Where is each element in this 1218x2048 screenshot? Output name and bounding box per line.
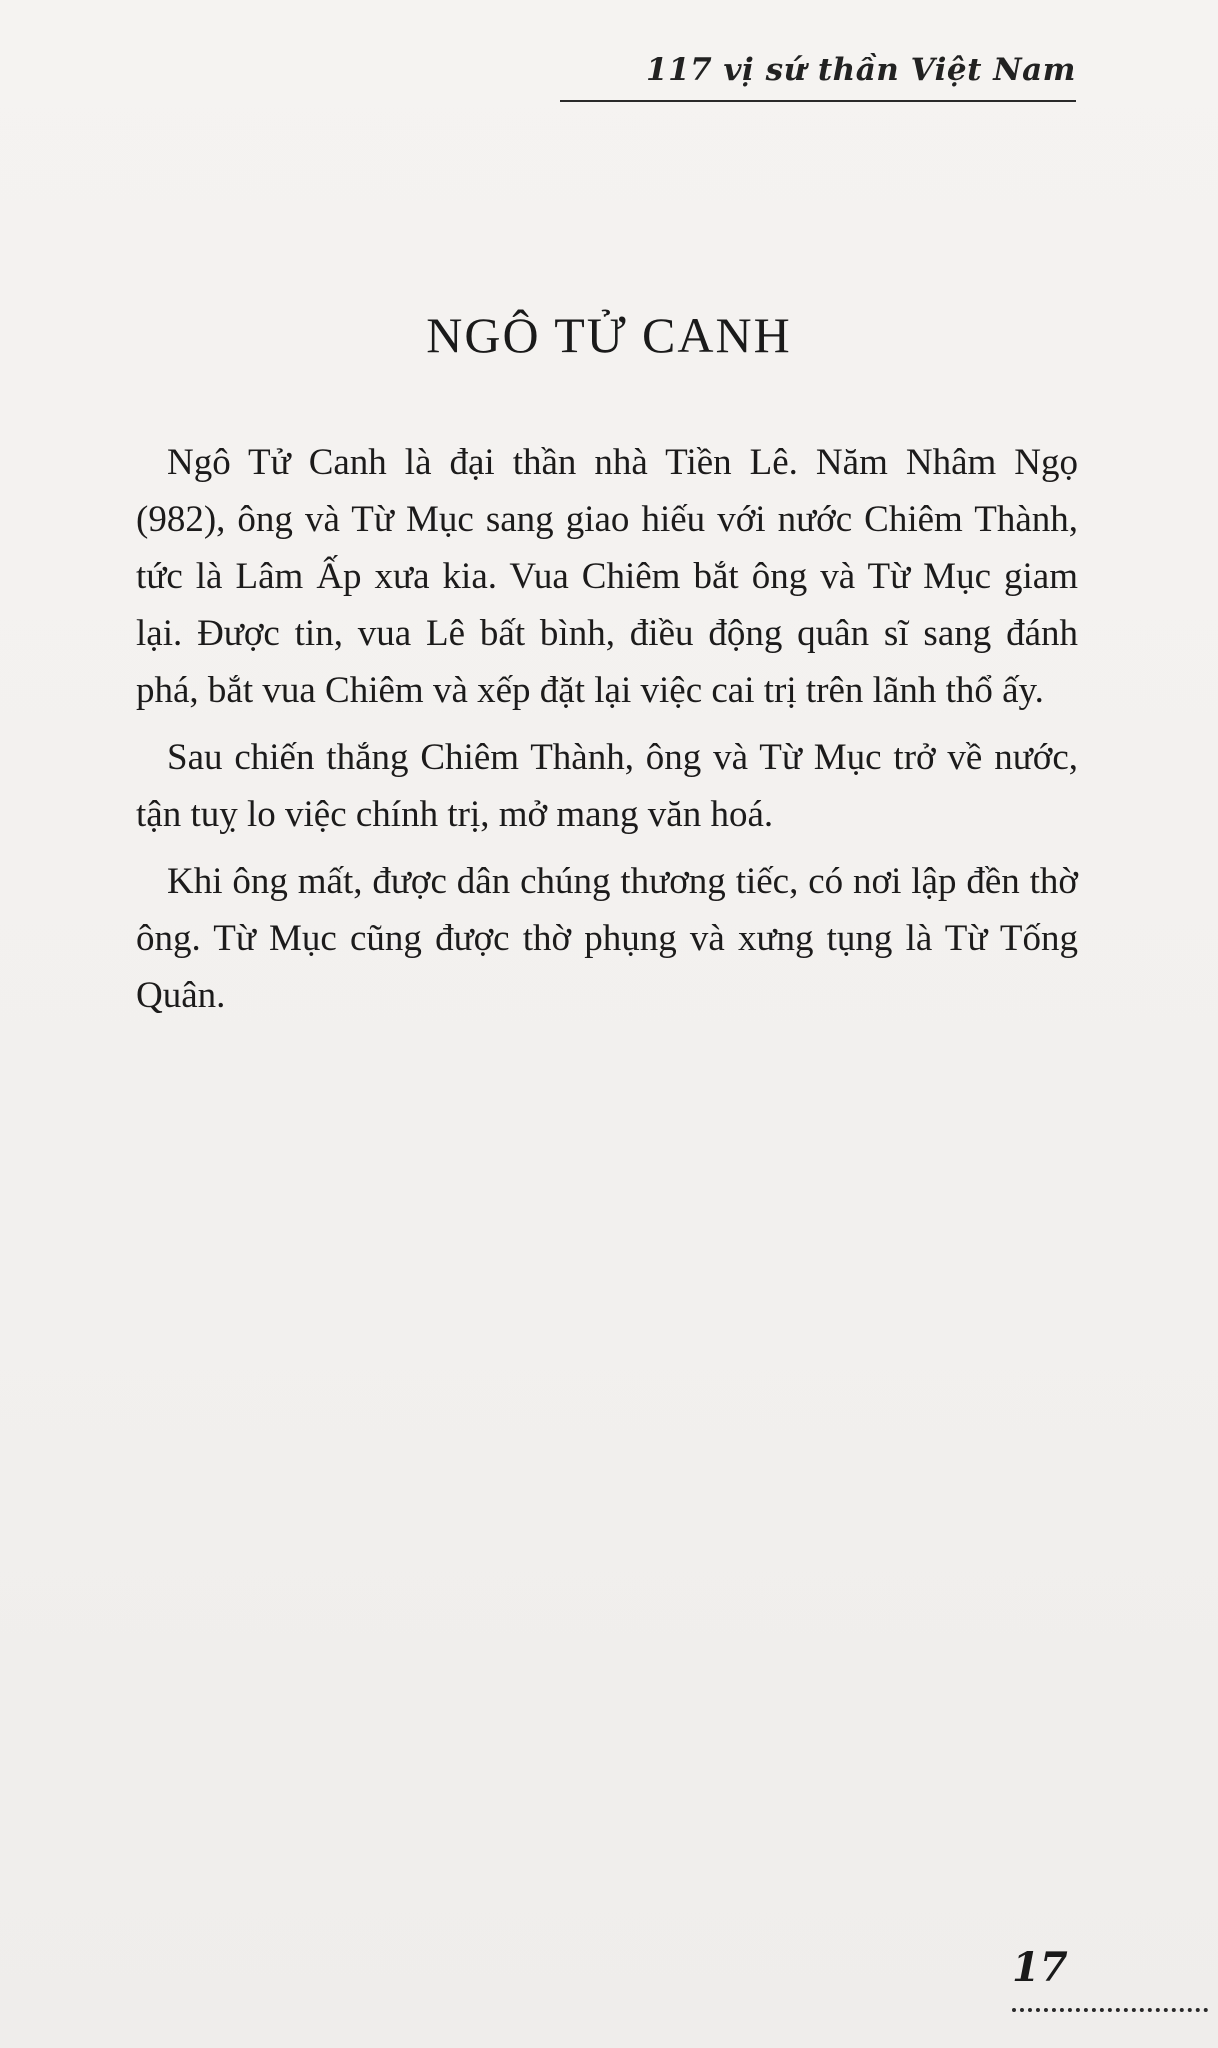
paragraph-2: Sau chiến thắng Chiêm Thành, ông và Từ Mục trở về nước, tận tuỵ lo việc chính trị, mở mang văn hoá. xyxy=(136,737,1078,835)
chapter-title: NGÔ TỬ CANH xyxy=(426,307,792,363)
paragraph-3: Khi ông mất, được dân chúng thương tiếc, có nơi lập đền thờ ông. Từ Mục cũng được thờ phụng và xưng tụng là Từ Tống Quân. xyxy=(136,861,1078,1016)
paragraph-1: Ngô Tử Canh là đại thần nhà Tiền Lê. Năm Nhâm Ngọ (982), ông và Từ Mục sang giao hiếu với nước Chiêm Thành, tức là Lâm Ấp xưa kia. Vua Chiêm bắt ông và Từ Mục giam lại. Được tin, vua Lê bất bình, điều động quân sĩ sang đánh phá, bắt vua Chiêm và xếp đặt lại việc cai trị trên lãnh thổ ấy. xyxy=(136,442,1078,711)
running-header-title: 117 vị sứ thần Việt Nam xyxy=(646,52,1076,88)
page-number: 17 xyxy=(1012,1944,1068,1991)
header-rule xyxy=(560,100,1076,102)
footer-dotted-rule xyxy=(1012,2008,1208,2012)
body-text xyxy=(136,434,1078,1034)
